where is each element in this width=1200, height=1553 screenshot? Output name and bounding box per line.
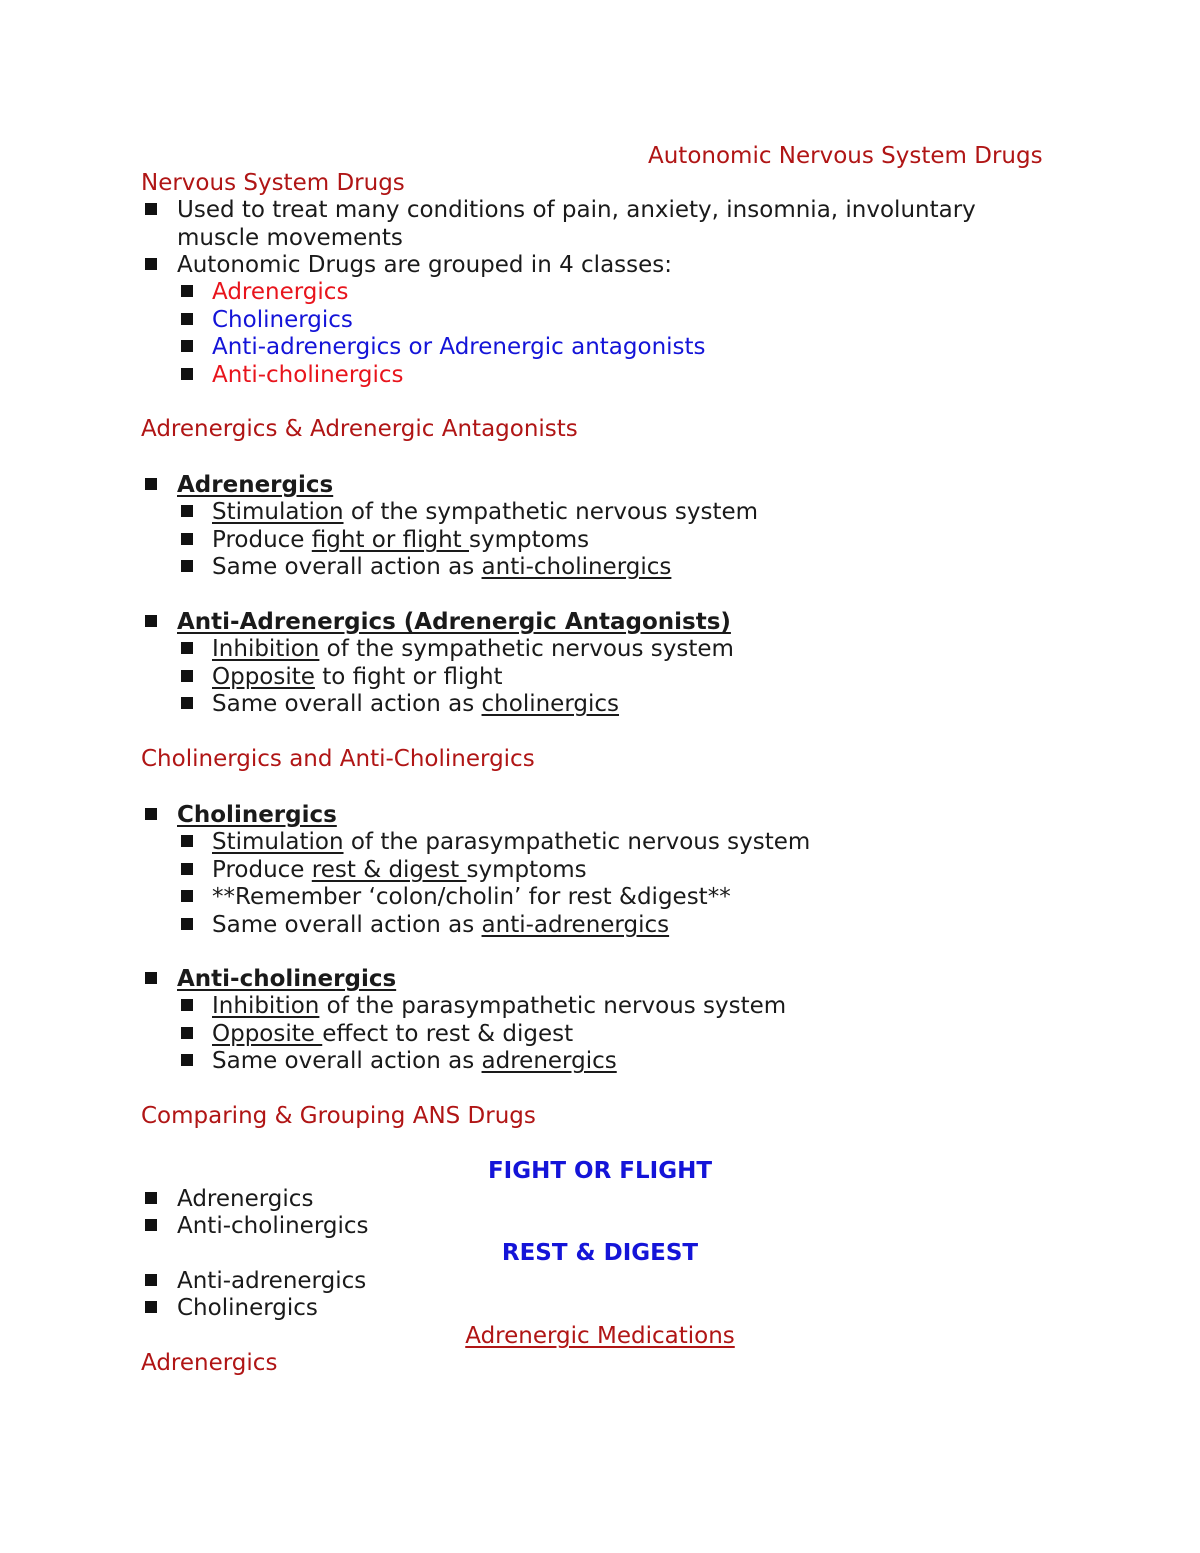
topic-label-cholinergics: Cholinergics [177, 802, 337, 828]
list-item: **Remember ‘colon/cholin’ for rest &digest** [212, 884, 731, 910]
bullet-icon [145, 1219, 157, 1231]
list-item [212, 526, 589, 554]
page-title: Autonomic Nervous System Drugs [648, 143, 1043, 169]
rest-and-digest-heading: REST & DIGEST [501, 1240, 699, 1266]
section-heading-adrenergics: Adrenergics [141, 1350, 278, 1376]
section-heading-cholinergic: Cholinergics and Anti-Cholinergics [141, 746, 535, 772]
topic-label-anti-cholinergics: Anti-cholinergics [177, 966, 397, 992]
underlined-term: Stimulation [212, 829, 344, 855]
item-text: to fight or flight [314, 664, 503, 690]
bullet-icon [181, 285, 193, 297]
list-item: Adrenergics [177, 1186, 314, 1212]
item-text: symptoms [466, 857, 587, 883]
list-item [212, 1047, 617, 1075]
class-item-cholinergics: Cholinergics [212, 307, 353, 333]
list-item: Used to treat many conditions of pain, anxiety, insomnia, involuntary [177, 197, 976, 223]
item-text: Produce [212, 857, 312, 883]
bullet-icon [145, 808, 157, 820]
list-item [212, 1020, 573, 1048]
bullet-icon [181, 863, 193, 875]
underlined-term: rest & digest [311, 857, 467, 883]
bullet-icon [181, 368, 193, 380]
item-text: of the parasympathetic nervous system [319, 993, 787, 1019]
item-text: symptoms [469, 527, 590, 553]
bullet-icon [181, 505, 193, 517]
bullet-icon [145, 1274, 157, 1286]
bullet-icon [181, 560, 193, 572]
list-item [212, 828, 810, 856]
bullet-icon [145, 478, 157, 490]
bullet-icon [145, 1192, 157, 1204]
bullet-icon [181, 1027, 193, 1039]
item-text: effect to rest & digest [322, 1021, 574, 1047]
underlined-term: cholinergics [481, 691, 620, 717]
list-item [212, 498, 758, 526]
list-item [212, 553, 671, 581]
fight-or-flight-heading: FIGHT OR FLIGHT [487, 1158, 713, 1184]
item-text: of the sympathetic nervous system [343, 499, 759, 525]
bullet-icon [181, 890, 193, 902]
list-item: Anti-cholinergics [177, 1213, 369, 1239]
list-item [212, 911, 669, 939]
list-item [212, 690, 619, 718]
bullet-icon [181, 999, 193, 1011]
topic-label-adrenergics: Adrenergics [177, 472, 334, 498]
bullet-icon [145, 203, 157, 215]
bullet-icon [181, 533, 193, 545]
bullet-icon [145, 972, 157, 984]
list-item [212, 635, 734, 663]
bullet-icon [181, 313, 193, 325]
underlined-term: Inhibition [212, 636, 320, 662]
bullet-icon [145, 615, 157, 627]
item-text: of the sympathetic nervous system [319, 636, 734, 662]
bullet-icon [181, 835, 193, 847]
list-item-continuation: muscle movements [177, 225, 403, 251]
section-heading-nervous-system: Nervous System Drugs [141, 170, 405, 196]
underlined-term: Inhibition [212, 993, 320, 1019]
bullet-icon [145, 258, 157, 270]
bullet-icon [181, 918, 193, 930]
list-item [212, 992, 786, 1020]
list-item: Autonomic Drugs are grouped in 4 classes: [177, 252, 673, 278]
underlined-term: fight or flight [311, 527, 469, 553]
item-text: Same overall action as [212, 691, 482, 717]
section-heading-adrenergic: Adrenergics & Adrenergic Antagonists [141, 416, 578, 442]
bullet-icon [181, 1054, 193, 1066]
bullet-icon [145, 1301, 157, 1313]
topic-label-anti-adrenergics: Anti-Adrenergics (Adrenergic Antagonists) [177, 609, 731, 635]
item-text: Produce [212, 527, 312, 553]
list-item [212, 856, 587, 884]
underlined-term: adrenergics [481, 1048, 617, 1074]
class-item-anti-adrenergics: Anti-adrenergics or Adrenergic antagonists [212, 334, 706, 360]
section-heading-comparing: Comparing & Grouping ANS Drugs [141, 1103, 536, 1129]
list-item: Anti-adrenergics [177, 1268, 367, 1294]
bullet-icon [181, 340, 193, 352]
bullet-icon [181, 697, 193, 709]
underlined-term: Opposite [212, 664, 315, 690]
list-item [212, 663, 503, 691]
adrenergic-medications-heading: Adrenergic Medications [465, 1323, 735, 1349]
underlined-term: Stimulation [212, 499, 344, 525]
list-item: Cholinergics [177, 1295, 318, 1321]
bullet-icon [181, 670, 193, 682]
item-text: of the parasympathetic nervous system [343, 829, 811, 855]
item-text: Same overall action as [212, 554, 482, 580]
class-item-adrenergics: Adrenergics [212, 279, 349, 305]
underlined-term: anti-adrenergics [481, 912, 670, 938]
item-text: Same overall action as [212, 1048, 482, 1074]
bullet-icon [181, 642, 193, 654]
underlined-term: anti-cholinergics [481, 554, 672, 580]
underlined-term: Opposite [212, 1021, 323, 1047]
class-item-anti-cholinergics: Anti-cholinergics [212, 362, 404, 388]
item-text: Same overall action as [212, 912, 482, 938]
